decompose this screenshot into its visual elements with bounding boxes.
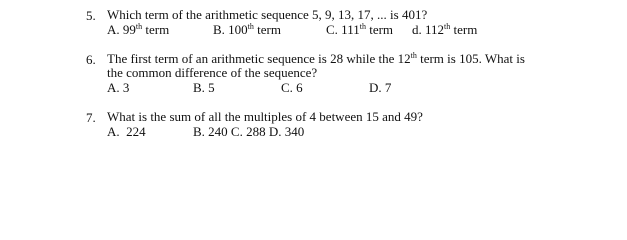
question-number: 6.: [86, 52, 96, 67]
option-a: A. 224: [107, 124, 146, 139]
option-c: C. 111th term: [326, 22, 394, 37]
question-stem: Which term of the arithmetic sequence 5, 9, 13, 17, ... is 401?: [107, 7, 428, 22]
options-b-c-d: B. 240 C. 288 D. 340: [193, 124, 305, 139]
option-b: B. 5: [193, 80, 215, 95]
question-number: 7.: [86, 110, 96, 125]
question-stem-line-2: the common difference of the sequence?: [107, 65, 318, 80]
question-stem: What is the sum of all the multiples of 4 between 15 and 49?: [107, 109, 423, 124]
question-number: 5.: [86, 8, 96, 23]
option-a: A. 99th term: [107, 22, 170, 37]
option-d: D. 7: [369, 80, 392, 95]
option-b: B. 100th term: [213, 22, 281, 37]
question-stem-line-1: The first term of an arithmetic sequence is 28 while the 12th term is 105. What is: [107, 51, 525, 66]
option-c: C. 6: [281, 80, 303, 95]
option-a: A. 3: [107, 80, 130, 95]
option-d: d. 112th term: [412, 22, 478, 37]
